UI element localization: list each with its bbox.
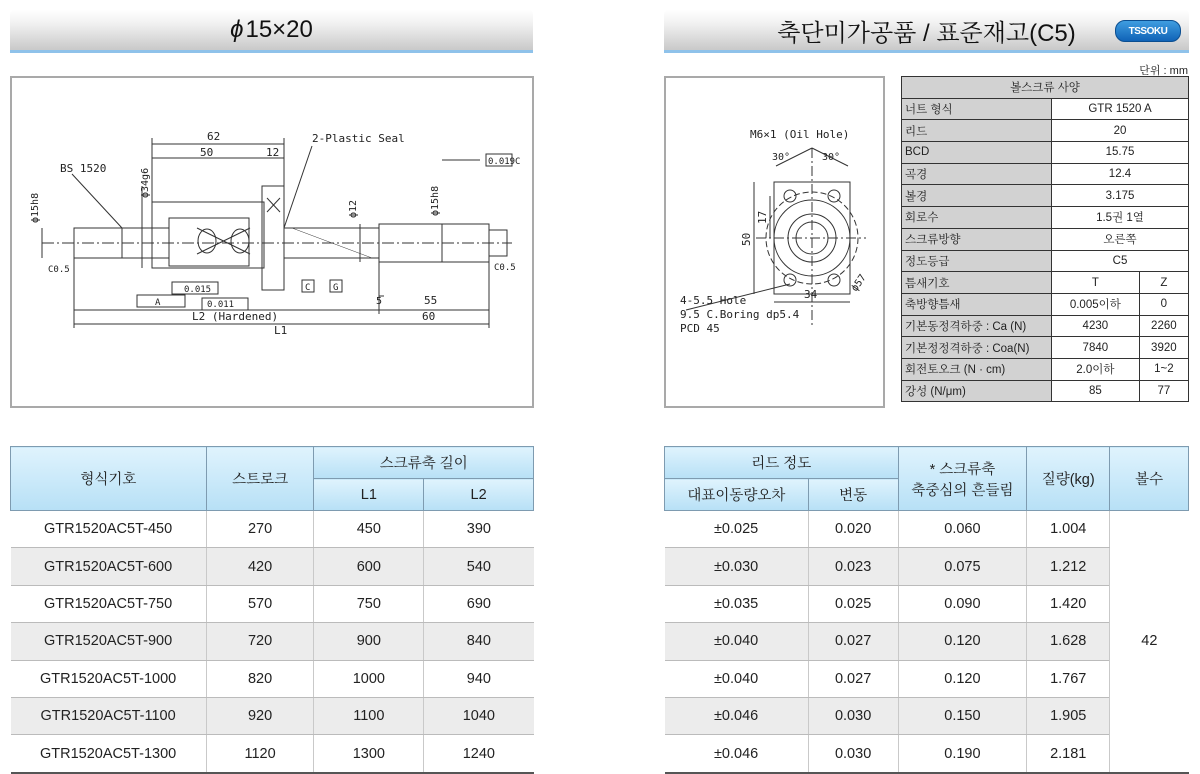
datum-a: A [155,298,161,308]
cell-rep: ±0.046 [665,697,809,734]
spec-key: 곡경 [902,163,1052,185]
cell-stroke: 570 [206,585,314,622]
spec-key: 정도등급 [902,250,1052,272]
cell-rep: ±0.025 [665,511,809,548]
spec-value: 15.75 [1052,142,1189,164]
cell-l1: 1300 [314,735,424,773]
dim-57: ϕ57 [849,272,869,294]
cell-rep: ±0.035 [665,585,809,622]
cell-var: 0.027 [808,623,898,660]
spec-value: C5 [1052,250,1189,272]
spec-value-t: 7840 [1052,337,1140,359]
cell-runout: 0.120 [898,660,1027,697]
cell-l1: 1100 [314,697,424,734]
spec-key: 기본정정격하중 : Coa(N) [902,337,1052,359]
oil-hole-label: M6×1 (Oil Hole) [750,128,850,141]
cell-rep: ±0.040 [665,660,809,697]
header-runout [898,447,1027,511]
dim-50-vertical: 50 [740,232,753,246]
cell-model: GTR1520AC5T-450 [11,511,207,548]
section-header-stock [664,10,1189,53]
table-row [11,511,534,548]
spec-title: 볼스크류 사양 [902,77,1189,99]
header-ball-count: 볼수 [1110,447,1189,511]
chamfer-right: C0.5 [494,263,516,273]
cell-var: 0.030 [808,735,898,773]
unit-label: 단위 : mm [1139,65,1188,77]
shaft-drawing [12,78,532,406]
cell-var: 0.027 [808,660,898,697]
spec-value: 오른쪽 [1052,228,1189,250]
header-l2: L2 [424,479,534,511]
spec-value-z: 0 [1139,293,1188,315]
spec-value: 1.5권 1열 [1052,207,1189,229]
spec-value: 3.175 [1052,185,1189,207]
dim-l1: L1 [274,324,288,337]
spec-key: BCD [902,142,1052,164]
table-row [11,660,534,697]
cell-l1: 1000 [314,660,424,697]
runout-value: 0.015 [184,285,212,295]
spec-value-t: 4230 [1052,315,1140,337]
cell-model: GTR1520AC5T-1000 [11,660,207,697]
brand-logo: TSSOKU [1115,20,1181,42]
chamfer-left: C0.5 [48,265,70,275]
angle-30-left: 30° [772,152,791,163]
cell-mass: 1.767 [1027,660,1110,697]
cell-model: GTR1520AC5T-750 [11,585,207,622]
table-row [11,623,534,660]
cell-mass: 1.004 [1027,511,1110,548]
cell-stroke: 920 [206,697,314,734]
dim-15h8-left: ϕ15h8 [30,192,41,223]
seal-label: 2-Plastic Seal [312,132,405,145]
spec-value: 20 [1052,120,1189,142]
spec-value: GTR 1520 A [1052,98,1189,120]
tol-datum: C [515,157,521,167]
tol-value: 0.019 [488,157,516,167]
dim-12-dia: ϕ12 [348,199,359,218]
cell-stroke: 270 [206,511,314,548]
cell-model: GTR1520AC5T-1300 [11,735,207,773]
table-row [11,548,534,585]
spec-value: 12.4 [1052,163,1189,185]
spec-value-z: 3920 [1139,337,1188,359]
spec-value-z: 1~2 [1139,358,1188,380]
spec-value-z: Z [1139,272,1188,294]
header-mass: 질량(kg) [1027,447,1110,511]
spec-value-t: 85 [1052,380,1140,402]
cell-runout: 0.075 [898,548,1027,585]
pcd-label: PCD 45 [680,322,720,335]
cell-l2: 1040 [424,697,534,734]
cell-model: GTR1520AC5T-1100 [11,697,207,734]
cell-mass: 1.628 [1027,623,1110,660]
cell-runout: 0.060 [898,511,1027,548]
cell-model: GTR1520AC5T-900 [11,623,207,660]
spec-key: 회로수 [902,207,1052,229]
accuracy-mass-table [664,446,1189,774]
ballscrew-spec-table [901,76,1189,402]
cell-l2: 840 [424,623,534,660]
table-row [11,697,534,734]
model-length-table [10,446,534,774]
dim-5: 5 [376,296,383,307]
cell-var: 0.020 [808,511,898,548]
spec-value-z: 2260 [1139,315,1188,337]
cell-stroke: 720 [206,623,314,660]
dim-l2: L2 (Hardened) [192,310,279,323]
cell-runout: 0.190 [898,735,1027,773]
cell-runout: 0.090 [898,585,1027,622]
header-stroke: 스트로크 [206,447,314,511]
header-lead-accuracy: 리드 정도 [665,447,899,479]
cell-rep: ±0.040 [665,623,809,660]
cell-mass: 2.181 [1027,735,1110,773]
header-variation: 변동 [808,479,898,511]
table-row [665,511,1189,548]
header-runout-line2: 축중심의 흔들림 [911,482,1014,499]
cell-l2: 690 [424,585,534,622]
cell-rep: ±0.046 [665,735,809,773]
datum-g: G [333,283,339,293]
spec-key: 볼경 [902,185,1052,207]
spec-key: 축방향틈새 [902,293,1052,315]
dim-12: 12 [266,146,280,159]
spec-key: 회전토오크 (N · cm) [902,358,1052,380]
spec-key: 기본동정격하중 : Ca (N) [902,315,1052,337]
header-l1: L1 [314,479,424,511]
spec-value-z: 77 [1139,380,1188,402]
cell-runout: 0.150 [898,697,1027,734]
cell-var: 0.025 [808,585,898,622]
table-row [11,585,534,622]
header-model: 형식기호 [11,447,207,511]
header-screw-length: 스크류축 길이 [314,447,534,479]
table-row [11,735,534,773]
size-title: 15×20 [245,16,313,43]
cell-var: 0.030 [808,697,898,734]
spec-key: 틈새기호 [902,272,1052,294]
dim-34g6: ϕ34g6 [140,167,151,198]
phi-symbol: ϕ [230,16,244,43]
stock-title: 축단미가공품 / 표준재고(C5) [777,19,1076,47]
cell-l1: 600 [314,548,424,585]
shaft-drawing-panel [10,76,534,408]
cell-stroke: 1120 [206,735,314,773]
hole-label: 4-5.5 Hole [680,294,747,307]
spec-value-t: 0.005이하 [1052,293,1140,315]
spec-key: 리드 [902,120,1052,142]
spec-value-t: 2.0이하 [1052,358,1140,380]
angle-30-right: 30° [822,152,841,163]
header-runout-line1: * 스크류축 [929,461,996,478]
cell-rep: ±0.030 [665,548,809,585]
cell-mass: 1.420 [1027,585,1110,622]
cell-l2: 1240 [424,735,534,773]
cell-model: GTR1520AC5T-600 [11,548,207,585]
cell-l2: 540 [424,548,534,585]
cell-l1: 450 [314,511,424,548]
cell-stroke: 420 [206,548,314,585]
header-representative-error: 대표이동량오차 [665,479,809,511]
dim-60: 60 [422,310,436,323]
spec-value-t: T [1052,272,1140,294]
cell-l2: 940 [424,660,534,697]
boring-label: 9.5 C.Boring dp5.4 [680,308,800,321]
cell-ball-count: 42 [1110,511,1189,773]
section-header-size [10,10,533,53]
dim-62: 62 [207,130,221,143]
spec-key: 스크류방향 [902,228,1052,250]
dim-17: 17 [756,210,769,224]
cell-mass: 1.905 [1027,697,1110,734]
flange-drawing [666,78,883,406]
spec-key: 강성 (N/μm) [902,380,1052,402]
dim-50: 50 [200,146,214,159]
perp-value: 0.011 [207,300,235,310]
cell-stroke: 820 [206,660,314,697]
spec-key: 너트 형식 [902,98,1052,120]
cell-runout: 0.120 [898,623,1027,660]
datum-c: C [305,283,311,293]
flange-drawing-panel [664,76,885,408]
cell-l1: 900 [314,623,424,660]
dim-15h8-right: ϕ15h8 [430,185,441,216]
cell-var: 0.023 [808,548,898,585]
cell-mass: 1.212 [1027,548,1110,585]
cell-l1: 750 [314,585,424,622]
cell-l2: 390 [424,511,534,548]
dim-55: 55 [424,294,438,307]
dim-34: 34 [804,288,818,301]
bs-label: BS 1520 [60,162,107,175]
